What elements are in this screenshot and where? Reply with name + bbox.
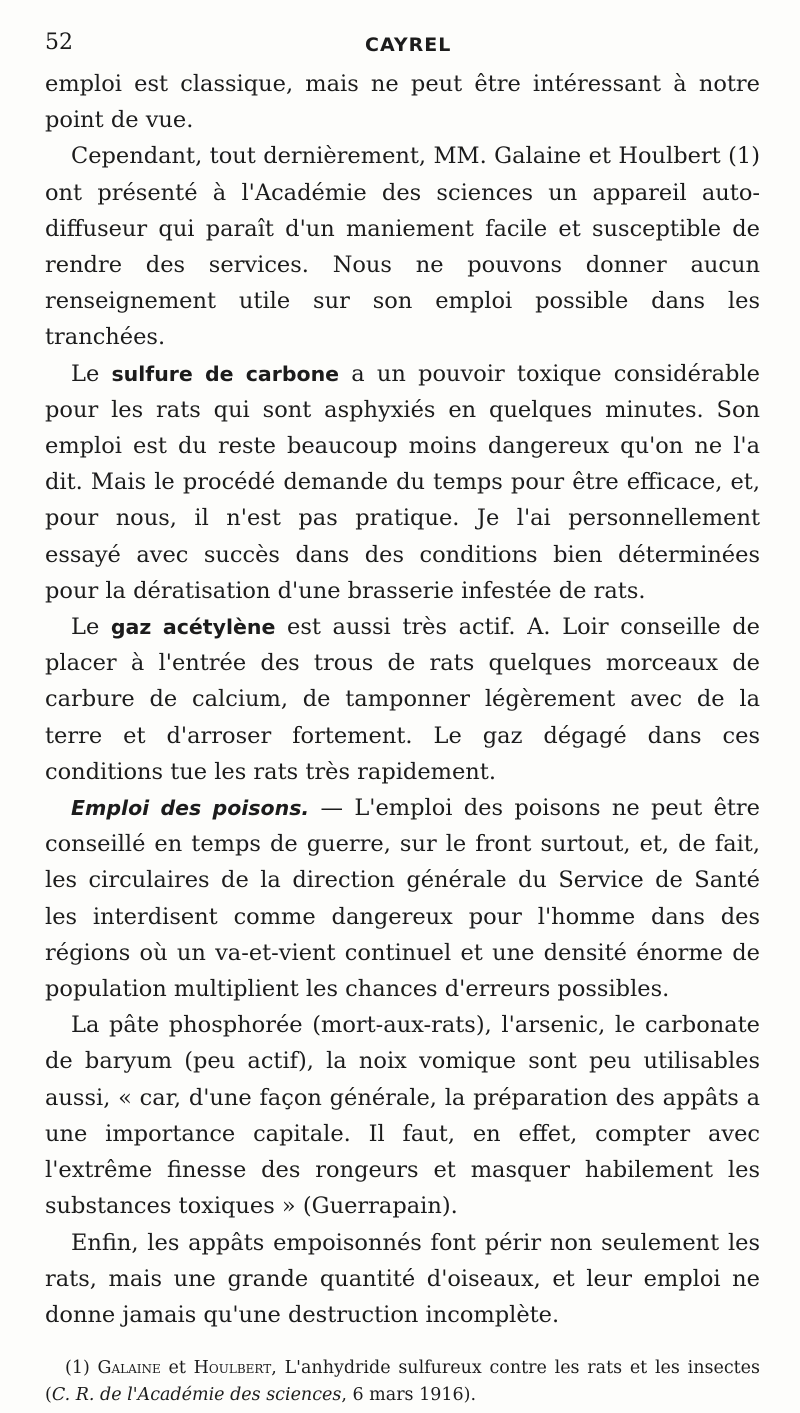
paragraph-sulfure-de-carbone <box>45 356 760 609</box>
paragraph-rest: a un pouvoir toxique considérable pour les rats qui sont asphyxiés en quelques minutes. Son emploi est du reste beaucoup moins dangereux qu'on ne l'a dit. Mais le procédé demande du temps pour être efficace, et, pour nous, il n'est pas pratique. Je l'ai personnellement essayé avec succès dans des conditions bien déterminées pour la dératisation d'une brasserie infestée de rats. <box>45 360 760 604</box>
body-text <box>45 66 760 1333</box>
footnote <box>45 1355 760 1409</box>
footnote-marker: (1) <box>65 1358 98 1379</box>
paragraph-rest: — L'emploi des poisons ne peut être conseillé en temps de guerre, sur le front surtout, et, de fait, les circulaires de la direction générale du Service de Santé les interdisent comme dangereux pour l'homme dans des régions où un va-et-vient continuel et une densité énorme de population multiplient les chances d'erreurs possibles. <box>45 795 760 1003</box>
footnote-author-houlbert: Houlbert <box>193 1358 272 1379</box>
page-number: 52 <box>45 30 73 55</box>
running-head: CAYREL <box>365 34 452 56</box>
term-gaz-acetylene: gaz acétylène <box>110 615 276 640</box>
footnote-journal: C. R. de l'Académie des sciences <box>51 1385 342 1406</box>
footnote-author-galaine: Galaine <box>97 1358 161 1379</box>
page-header <box>45 30 760 66</box>
paragraph-galaine-houlbert: Cependant, tout dernièrement, MM. Galaine et Houlbert (1) ont présenté à l'Académie des sciences un appareil auto-diffuseur qui paraît d'un maniement facile et susceptible de rendre des services. Nous ne pouvons donner aucun renseignement utile sur son emploi possible dans les tranchées. <box>45 143 760 351</box>
section-heading-emploi-des-poisons: Emploi des poisons. <box>71 796 310 821</box>
paragraph-pate-phosphoree: La pâte phosphorée (mort-aux-rats), l'arsenic, le carbonate de baryum (peu actif), la noix vomique sont peu utilisables aussi, « car, d'une façon générale, la préparation des appâts a une importance capitale. Il faut, en effet, compter avec l'extrême finesse des rongeurs et masquer habilement les substances toxiques » (Guerrapain). <box>45 1012 760 1220</box>
paragraph-emploi-des-poisons <box>45 790 760 1007</box>
term-sulfure-de-carbone: sulfure de carbone <box>111 361 340 386</box>
footnote-conjunction: et <box>160 1358 194 1379</box>
paragraph-rest: est aussi très actif. A. Loir conseille de placer à l'entrée des trous de rats quelques morceaux de carbure de calcium, de tamponner légèrement avec de la terre et d'arroser fortement. Le gaz dégagé dans ces conditions tue les rats très rapidement. <box>45 614 760 785</box>
footnote-date: , 6 mars 1916). <box>341 1385 477 1406</box>
paragraph-enfin: Enfin, les appâts empoisonnés font périr non seulement les rats, mais une grande quantité d'oiseaux, et leur emploi ne donne jamais qu'une destruction incomplète. <box>45 1229 760 1328</box>
paragraph-lead: Le <box>71 614 111 641</box>
paragraph-continuation: emploi est classique, mais ne peut être intéressant à notre point de vue. <box>45 71 760 134</box>
paragraph-lead: Le <box>71 360 112 387</box>
paragraph-gaz-acetylene <box>45 609 760 790</box>
footnote-title: , L'anhydride sulfureux contre les rats et les insectes ( <box>45 1358 760 1406</box>
